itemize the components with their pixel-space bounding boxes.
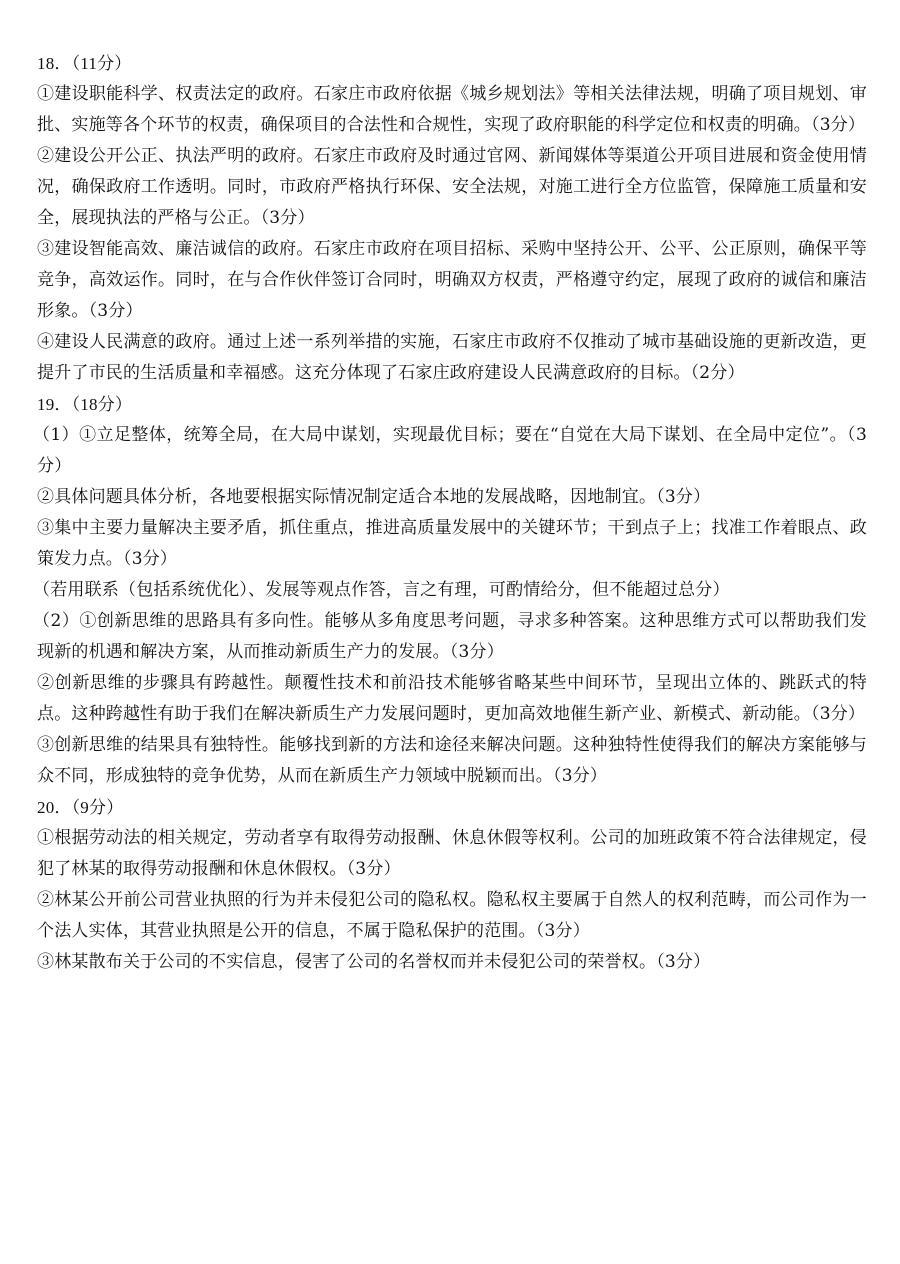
q20-point-3: ③林某散布关于公司的不实信息，侵害了公司的名誉权而并未侵犯公司的荣誉权。（3分） [37, 952, 711, 972]
question-19 [33, 389, 867, 792]
q18-point-4: ④建设人民满意的政府。通过上述一系列举措的实施，石家庄市政府不仅推动了城市基础设施的更新改造，更提升了市民的生活质量和幸福感。这充分体现了石家庄政府建设人民满意政府的目标。（2分） [37, 332, 867, 383]
q19-part1-note: （若用联系（包括系统优化）、发展等观点作答，言之有理，可酌情给分，但不能超过总分） [33, 580, 730, 600]
q18-point-3: ③建设智能高效、廉洁诚信的政府。石家庄市政府在项目招标、采购中坚持公开、公平、公正原则，确保平等竞争，高效运作。同时，在与合作伙伴签订合同时，明确双方权责，严格遵守约定，展现了政府的诚信和廉洁形象。（3分） [37, 239, 867, 321]
q19-part1-point-1: （1）①立足整体，统筹全局，在大局中谋划，实现最优目标；要在“自觉在大局下谋划、在全局中定位”。（3分） [33, 425, 867, 476]
question-20-heading: 20．（9分） [37, 798, 124, 817]
q19-part2-point-1: （2）①创新思维的思路具有多向性。能够从多角度思考问题，寻求多种答案。这种思维方式可以帮助我们发现新的机遇和解决方案，从而推动新质生产力的发展。（3分） [33, 611, 867, 662]
q20-point-1: ①根据劳动法的相关规定，劳动者享有取得劳动报酬、休息休假等权利。公司的加班政策不符合法律规定，侵犯了林某的取得劳动报酬和休息休假权。（3分） [37, 828, 867, 879]
q20-point-2: ②林某公开前公司营业执照的行为并未侵犯公司的隐私权。隐私权主要属于自然人的权利范畴，而公司作为一个法人实体，其营业执照是公开的信息，不属于隐私保护的范围。（3分） [37, 890, 867, 941]
q19-part2-point-3: ③创新思维的结果具有独特性。能够找到新的方法和途径来解决问题。这种独特性使得我们的解决方案能够与众不同，形成独特的竞争优势，从而在新质生产力领域中脱颖而出。（3分） [37, 735, 867, 786]
q19-part1-point-2: ②具体问题具体分析，各地要根据实际情况制定适合本地的发展战略，因地制宜。（3分） [37, 487, 711, 507]
q19-part2-point-2: ②创新思维的步骤具有跨越性。颠覆性技术和前沿技术能够省略某些中间环节，呈现出立体的、跳跃式的特点。这种跨越性有助于我们在解决新质生产力发展问题时，更加高效地催生新产业、新模式、新动能。（3分） [37, 673, 867, 724]
q18-point-2: ②建设公开公正、执法严明的政府。石家庄市政府及时通过官网、新闻媒体等渠道公开项目进展和资金使用情况，确保政府工作透明。同时，市政府严格执行环保、安全法规，对施工进行全方位监管，保障施工质量和安全，展现执法的严格与公正。（3分） [37, 146, 867, 228]
q19-part1-point-3: ③集中主要力量解决主要矛盾，抓住重点，推进高质量发展中的关键环节；干到点子上；找准工作着眼点、政策发力点。（3分） [37, 518, 867, 569]
question-18 [37, 48, 867, 389]
question-20 [37, 792, 867, 978]
answer-key-page [33, 48, 867, 978]
q18-point-1: ①建设职能科学、权责法定的政府。石家庄市政府依据《城乡规划法》等相关法律法规，明确了项目规划、审批、实施等各个环节的权责，确保项目的合法性和合规性，实现了政府职能的科学定位和权责的明确。（3分） [37, 84, 867, 135]
question-19-heading: 19．（18分） [37, 395, 133, 414]
question-18-heading: 18．（11分） [37, 54, 132, 73]
